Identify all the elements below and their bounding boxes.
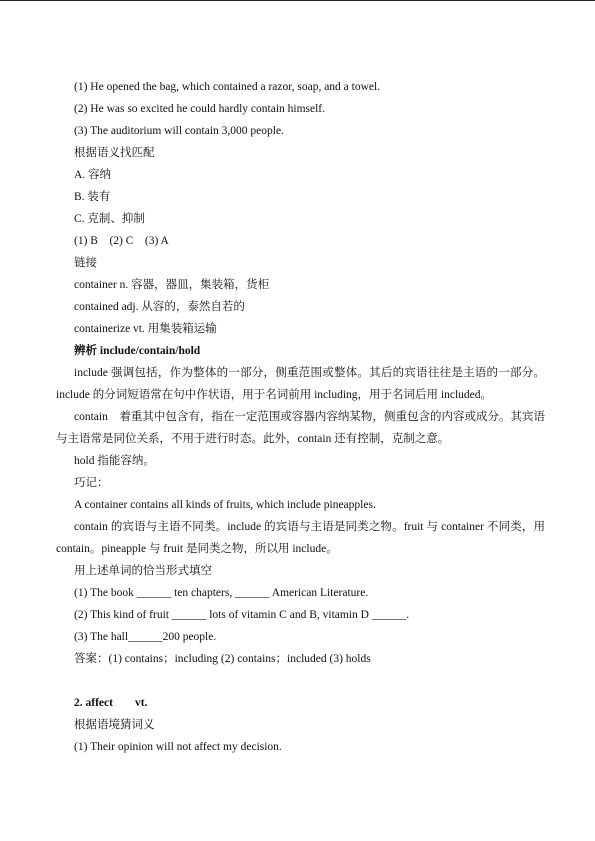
example-sentence: (2) He was so excited he could hardly contain himself.: [74, 103, 326, 115]
match-option: C. 克制、抑制: [74, 213, 145, 225]
section-heading: [56, 692, 545, 714]
match-option: B. 装有: [74, 191, 111, 203]
fill-item: (1) The book ______ ten chapters, ______ American Literature.: [74, 587, 369, 599]
fill-item: (3) The hall______200 people.: [74, 631, 217, 643]
analysis-title: 辨析 include/contain/hold: [74, 345, 201, 357]
analysis-contain: contain 着重其中包含有，指在一定范围或容器内容纳某物，侧重包含的内容或成分。其宾语与主语常是同位关系，不用于进行时态。此外，contain 还有控制，克制之意。: [56, 411, 545, 445]
example-sentence: (1) Their opinion will not affect my decision.: [74, 741, 282, 753]
link-item: containerize vt. 用集装箱运输: [74, 323, 217, 335]
example-sentence: (3) The auditorium will contain 3,000 people.: [74, 125, 284, 137]
document-body: [56, 76, 545, 758]
match-option: A. 容纳: [74, 169, 112, 181]
fill-item: (2) This kind of fruit ______ lots of vitamin C and B, vitamin D ______.: [74, 609, 410, 621]
links-heading: 链接: [74, 257, 97, 269]
trick-heading: 巧记：: [74, 477, 109, 489]
link-item: contained adj. 从容的，泰然自若的: [74, 301, 245, 313]
analysis-hold: hold 指能容纳。: [74, 455, 155, 467]
page-top-rule: [0, 0, 595, 1]
fill-heading: 用上述单词的恰当形式填空: [74, 565, 212, 577]
guess-heading: 根据语境猜词义: [74, 719, 155, 731]
example-sentence: (1) He opened the bag, which contained a razor, soap, and a towel.: [74, 81, 381, 93]
spacer: [56, 670, 545, 692]
section-pos: vt.: [134, 697, 148, 709]
trick-explanation: contain 的宾语与主语不同类。include 的宾语与主语是同类之物。fruit 与 container 不同类，用 contain。pineapple 与 fruit 是同类之物，所以用 include。: [56, 521, 545, 555]
match-heading: 根据语义找匹配: [74, 147, 155, 159]
analysis-include: include 强调包括，作为整体的一部分，侧重范围或整体。其后的宾语往往是主语的一部分。include 的分词短语常在句中作状语，用于名词前用 including，用于名词后用 included。: [56, 367, 545, 401]
link-item: container n. 容器，器皿，集装箱，货柜: [74, 279, 270, 291]
match-answer: (1) B (2) C (3) A: [74, 235, 169, 247]
section-number: 2. affect: [74, 697, 113, 709]
trick-sentence: A container contains all kinds of fruits, which include pineapples.: [74, 499, 376, 511]
fill-answer: 答案：(1) contains；including (2) contains；included (3) holds: [74, 653, 371, 665]
